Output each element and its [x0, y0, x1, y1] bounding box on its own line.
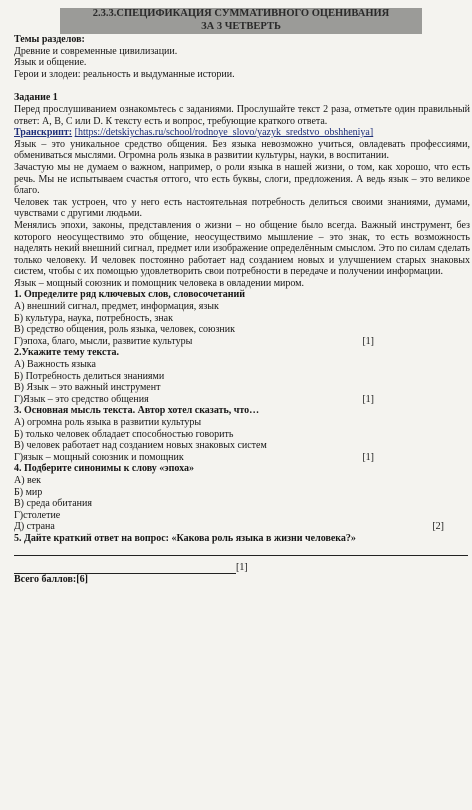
text-paragraph: Зачастую мы не думаем о важном, например, о роли языка в нашей жизни, о том, как хорошо, что есть речь. Мы не испытываем счастья оттого, что есть буквы, слоги, предложения. А ведь язык – это великое благо.: [14, 161, 470, 197]
answer-option[interactable]: Б) культура, наука, потребность, знак: [14, 312, 173, 324]
option-row: [14, 394, 374, 406]
answer-option[interactable]: Г)эпоха, благо, мысли, развитие культуры: [14, 335, 193, 347]
transcript-line: [14, 127, 472, 139]
answer-line-short[interactable]: [14, 562, 472, 574]
score-mark: [2]: [432, 521, 444, 533]
question-title: 4. Подберите синонимы к слову «эпоха»: [14, 463, 194, 475]
answer-option[interactable]: В) среда обитания: [14, 498, 92, 510]
answer-option[interactable]: Б) Потребность делиться знаниями: [14, 370, 165, 382]
answer-option[interactable]: В) средство общения, роль языка, человек, союзник: [14, 324, 235, 336]
banner-title-line2: ЗА 3 ЧЕТВЕРТЬ: [201, 20, 281, 32]
topics-heading: Темы разделов:: [14, 34, 85, 45]
answer-option[interactable]: А) внешний сигнал, предмет, информация, язык: [14, 301, 219, 313]
answer-option[interactable]: А) Важность языка: [14, 359, 96, 371]
answer-option[interactable]: А) огромна роль языка в развитии культуры: [14, 417, 202, 428]
answer-option[interactable]: А) век: [14, 474, 42, 486]
question-title: 5. Дайте краткий ответ на вопрос: «Какова роль языка в жизни человека?»: [14, 532, 356, 544]
banner-title-line1: 2.3.3.СПЕЦИФИКАЦИЯ СУММАТИВНОГО ОЦЕНИВАНИЯ: [92, 8, 390, 19]
answer-rule: [14, 562, 236, 574]
worksheet-page: [0, 8, 472, 810]
score-mark: [1]: [362, 335, 374, 347]
text-paragraph: Язык – мощный союзник и помощник человека в овладении миром.: [14, 277, 305, 289]
question-title: 3. Основная мысль текста. Автор хотел сказать, что…: [14, 405, 260, 417]
question-title: 2.Укажите тему текста.: [14, 347, 119, 359]
topic-item: Древние и современные цивилизации.: [14, 45, 178, 57]
answer-line[interactable]: [14, 555, 472, 556]
answer-option[interactable]: Г)язык – мощный союзник и помощник: [14, 451, 184, 463]
answer-option[interactable]: Б) только человек обладает способностью говорить: [14, 428, 234, 440]
answer-option[interactable]: В) Язык – это важный инструмент: [14, 382, 161, 394]
answer-option[interactable]: Д) страна: [14, 521, 55, 533]
answer-rule: [14, 555, 468, 556]
text-paragraph: Человек так устроен, что у него есть настоятельная потребность делиться своими знаниями, думами, чувствами с другими людьми.: [14, 196, 470, 220]
total-score: Всего баллов:[6]: [14, 573, 88, 585]
answer-option[interactable]: Г)столетие: [14, 509, 61, 521]
score-mark: [1]: [362, 451, 374, 463]
answer-option[interactable]: Б) мир: [14, 486, 43, 498]
task-instructions: Перед прослушиванием ознакомьтесь с заданиями. Прослушайте текст 2 раза, отметьте один правильный ответ: A, B, C или D. К тексту есть и вопрос, требующие краткого ответа.: [14, 103, 470, 127]
answer-option[interactable]: Г)Язык – это средство общения: [14, 393, 149, 405]
option-row: [14, 521, 444, 533]
score-mark: [1]: [362, 393, 374, 405]
answer-option[interactable]: В) человек работает над созданием новых знаковых систем: [14, 440, 267, 452]
transcript-label: Транскрипт:: [14, 127, 73, 139]
task-heading: Задание 1: [14, 92, 58, 104]
option-row: [14, 452, 374, 464]
topic-item: Герои и злодеи: реальность и выдуманные истории.: [14, 68, 235, 80]
topic-item: Язык и общение.: [14, 57, 87, 69]
spec-banner: [60, 8, 422, 34]
score-mark: [1]: [236, 561, 248, 573]
question-title: 1. Определите ряд ключевых слов, словосочетаний: [14, 289, 245, 301]
option-row: [14, 336, 374, 348]
text-paragraph: Язык – это уникальное средство общения. Без языка невозможно учиться, овладевать профессиями, обмениваться мыслями. Огромна роль языка в развитии культуры, науки, в воспитании.: [14, 138, 470, 162]
text-paragraph: Менялись эпохи, законы, представления о жизни – но общение было всегда. Важный инструмент, без которого неосуществимо это общение, неосуществимо мышление – это знак, то есть возможность наделять некий внешний сигнал, предмет или изображение определённым смыслом. Это по силам сделать только человеку. И человек постоянно работает над созданием новых и улучшением старых знаковых систем, чтобы с их помощью удовлетворить свои потребности в передаче и получении информации.: [14, 219, 470, 278]
transcript-link[interactable]: [https://detskiychas.ru/school/rodnoye_slovo/yazyk_sredstvo_obshheniya]: [74, 127, 374, 139]
